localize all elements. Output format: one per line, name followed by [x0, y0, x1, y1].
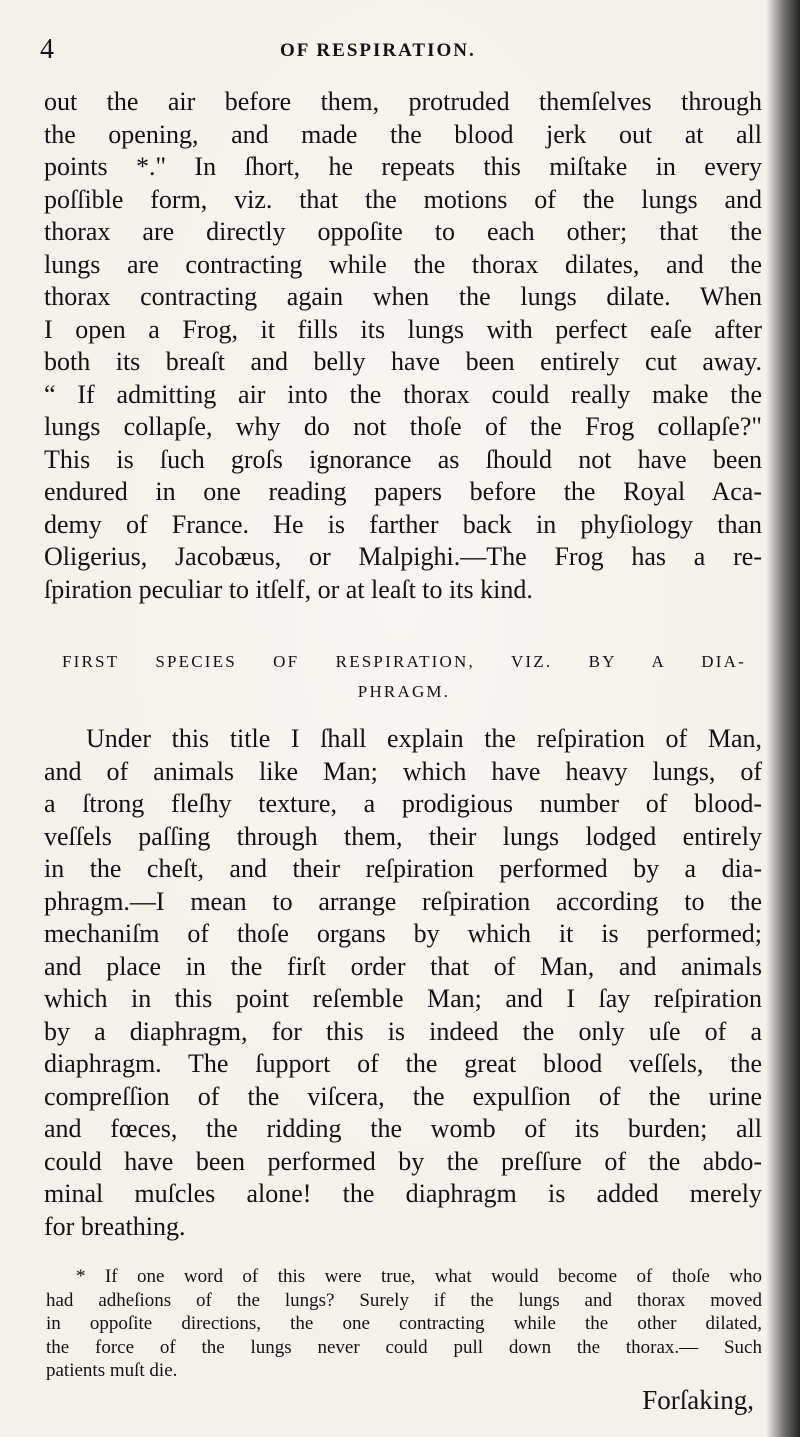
- text-line: out the air before them, protruded themſelves through: [44, 87, 762, 116]
- footnote-line: patients muſt die.: [46, 1360, 178, 1381]
- text-line: the opening, and made the blood jerk out at all: [44, 119, 762, 149]
- text-line: thorax are directly oppoſite to each other; that the: [44, 217, 762, 246]
- text-line: thorax contracting again when the lungs dilate. When: [44, 282, 762, 311]
- footnote: [46, 1265, 762, 1383]
- footnote-line: the force of the lungs never could pull down the thorax.— Such: [46, 1336, 762, 1358]
- text-line: veſſels paſſing through them, their lungs lodged entirely: [44, 821, 762, 851]
- text-line: This is ſuch groſs ignorance as ſhould not have been: [44, 444, 762, 474]
- text-line: compreſſion of the viſcera, the expulſion of the urine: [44, 1081, 762, 1111]
- catchword: Forſaking,: [642, 1385, 754, 1415]
- text-line: in the cheſt, and their reſpiration performed by a dia-: [44, 854, 762, 883]
- footnote-line: had adheſions of the lungs? Surely if the lungs and thorax moved: [46, 1289, 762, 1311]
- text-line: poſſible form, viz. that the motions of the lungs and: [44, 184, 762, 214]
- text-line: endured in one reading papers before the Royal Aca-: [44, 477, 762, 506]
- text-line: Oligerius, Jacobæus, or Malpighi.—The Frog has a re-: [44, 542, 762, 571]
- section-heading: [62, 647, 746, 707]
- paragraph-2: [44, 723, 762, 1243]
- page-gutter-shadow: [766, 0, 800, 1437]
- text-line: which in this point reſemble Man; and I ſay reſpiration: [44, 984, 762, 1013]
- text-line: I open a Frog, it fills its lungs with perfect eaſe after: [44, 314, 762, 344]
- text-line: could have been performed by the preſſure of the abdo-: [44, 1146, 762, 1176]
- text-line: lungs are contracting while the thorax dilates, and the: [44, 249, 762, 279]
- text-line: phragm.—I mean to arrange reſpiration according to the: [44, 886, 762, 916]
- text-line: minal muſcles alone! the diaphragm is added merely: [44, 1179, 762, 1208]
- text-line: both its breaſt and belly have been entirely cut away.: [44, 347, 762, 376]
- paragraph-1: [44, 86, 762, 606]
- text-line: diaphragm. The ſupport of the great blood veſſels, the: [44, 1049, 762, 1078]
- text-line: ſpiration peculiar to itſelf, or at leaſt to its kind.: [44, 574, 533, 604]
- text-line: Under this title I ſhall explain the reſpiration of Man,: [86, 724, 762, 753]
- section-heading-line-1: FIRST SPECIES OF RESPIRATION, VIZ. BY A DIA-: [62, 652, 746, 671]
- text-line: for breathing.: [44, 1211, 186, 1241]
- text-line: lungs collapſe, why do not thoſe of the Frog collapſe?": [44, 412, 762, 441]
- text-line: and place in the firſt order that of Man, and animals: [44, 951, 762, 981]
- page-number: 4: [40, 34, 54, 65]
- footnote-line: * If one word of this were true, what would become of thoſe who: [76, 1266, 762, 1287]
- text-line: and of animals like Man; which have heavy lungs, of: [44, 756, 762, 786]
- page-header: [40, 34, 760, 66]
- text-line: and fœces, the ridding the womb of its burden; all: [44, 1114, 762, 1143]
- section-heading-line-2: PHRAGM.: [357, 682, 451, 701]
- text-line: a ſtrong fleſhy texture, a prodigious number of blood-: [44, 789, 762, 818]
- text-line: mechaniſm of thoſe organs by which it is performed;: [44, 919, 762, 948]
- text-line: “ If admitting air into the thorax could really make the: [44, 379, 762, 409]
- running-head: OF RESPIRATION.: [280, 40, 476, 61]
- text-line: demy of France. He is farther back in phyſiology than: [44, 509, 762, 539]
- footnote-line: in oppoſite directions, the one contracting while the other dilated,: [46, 1313, 762, 1334]
- text-line: by a diaphragm, for this is indeed the only uſe of a: [44, 1016, 762, 1046]
- text-line: points *." In ſhort, he repeats this miſtake in every: [44, 152, 762, 181]
